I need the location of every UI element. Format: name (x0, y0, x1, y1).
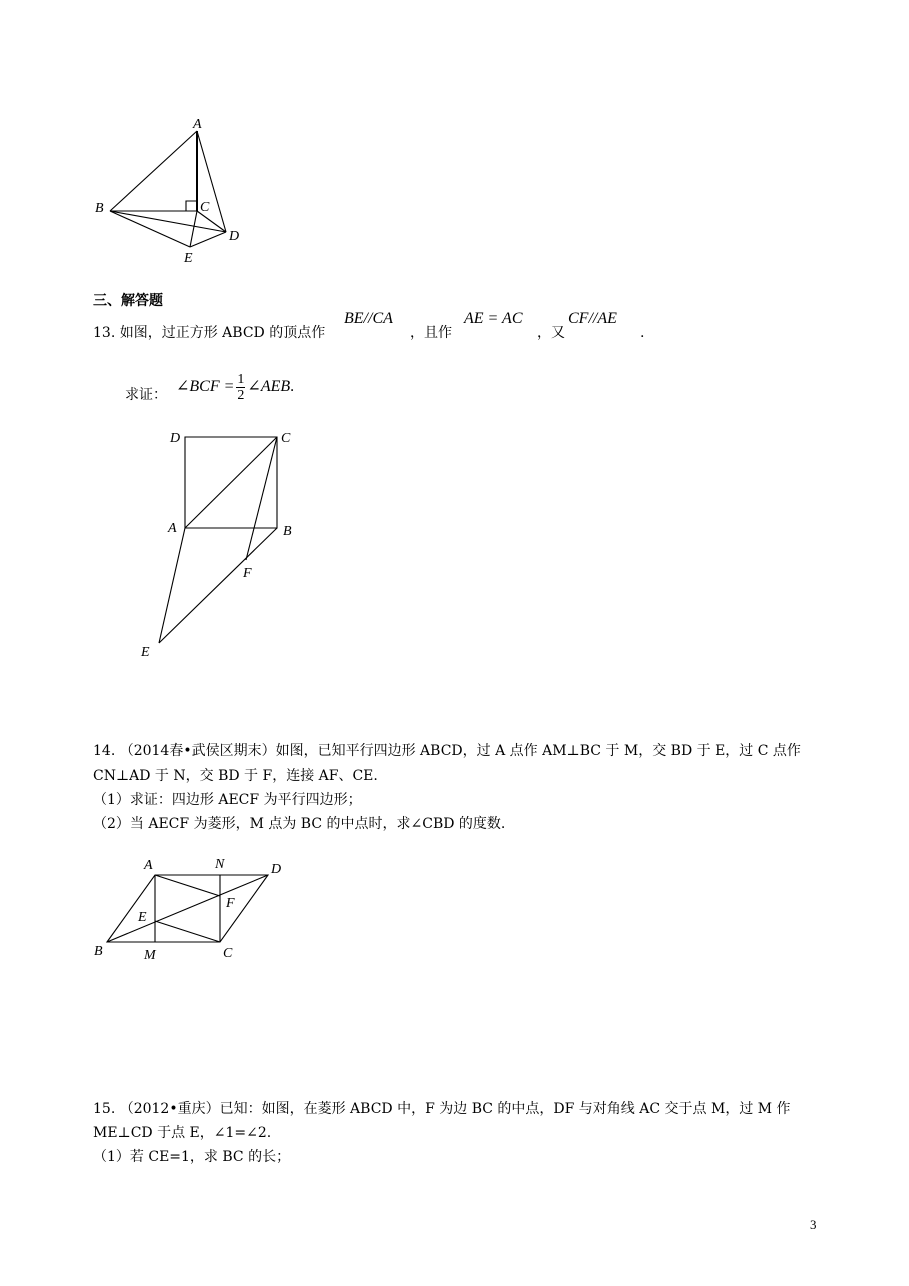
fraction-numerator: 1 (237, 372, 245, 387)
q13-text4: . (640, 325, 645, 341)
q15-part1: （1）若 CE=1，求 BC 的长； (93, 1149, 291, 1165)
q13-text1: 如图，过正方形 ABCD 的顶点作 (119, 325, 326, 341)
label-D: D (271, 862, 282, 877)
q15-line2: ME⊥CD 于点 E，∠1=∠2. (93, 1125, 272, 1141)
q13-angle-bcf: ∠BCF = (176, 378, 235, 396)
label-C: C (223, 946, 233, 961)
label-F: F (226, 896, 235, 911)
label-N: N (215, 857, 225, 872)
q13-cond2: AE = AC (464, 310, 523, 327)
q13-prove-label: 求证： (125, 387, 167, 403)
q13-cond1: BE//CA (344, 310, 393, 327)
segment-AF (155, 875, 220, 896)
label-B: B (94, 944, 103, 959)
q14-part2: （2）当 AECF 为菱形，M 点为 BC 的中点时，求∠CBD 的度数. (93, 816, 506, 832)
page-number: 3 (810, 1217, 817, 1232)
q13-text3: ，又 (537, 325, 565, 341)
label-A: A (193, 117, 202, 132)
label-E: E (141, 645, 150, 660)
q14-line1: 14. （2014春•武侯区期末）如图，已知平行四边形 ABCD，过 A 点作 AM⊥BC 于 M，交 BD 于 E，过 C 点作 (93, 743, 801, 759)
label-E: E (138, 910, 147, 925)
label-E: E (184, 251, 193, 266)
segment-CE (155, 921, 220, 942)
label-F: F (243, 566, 252, 581)
q14-part1: （1）求证：四边形 AECF 为平行四边形； (93, 792, 362, 808)
q13-number: 13. (93, 325, 116, 341)
q15-line1: 15. （2012•重庆）已知：如图，在菱形 ABCD 中，F 为边 BC 的中点，DF 与对角线 AC 交于点 M，过 M 作 (93, 1101, 791, 1117)
label-A: A (144, 858, 153, 873)
section-title: 三、解答题 (93, 293, 163, 309)
label-M: M (144, 948, 156, 963)
label-C: C (200, 200, 210, 215)
label-D: D (229, 229, 240, 244)
q13-angle-aeb: ∠AEB (247, 378, 291, 396)
q13-cond3: CF//AE (568, 310, 617, 327)
label-C: C (281, 431, 291, 446)
q13-prove-end: . (290, 378, 295, 396)
q13-text2: ，且作 (410, 325, 452, 341)
q14-line2: CN⊥AD 于 N，交 BD 于 F，连接 AF、CE. (93, 768, 378, 784)
label-B: B (95, 201, 104, 216)
fraction-denominator: 2 (237, 388, 245, 403)
label-A: A (168, 521, 177, 536)
label-D: D (170, 431, 181, 446)
label-B: B (283, 524, 292, 539)
